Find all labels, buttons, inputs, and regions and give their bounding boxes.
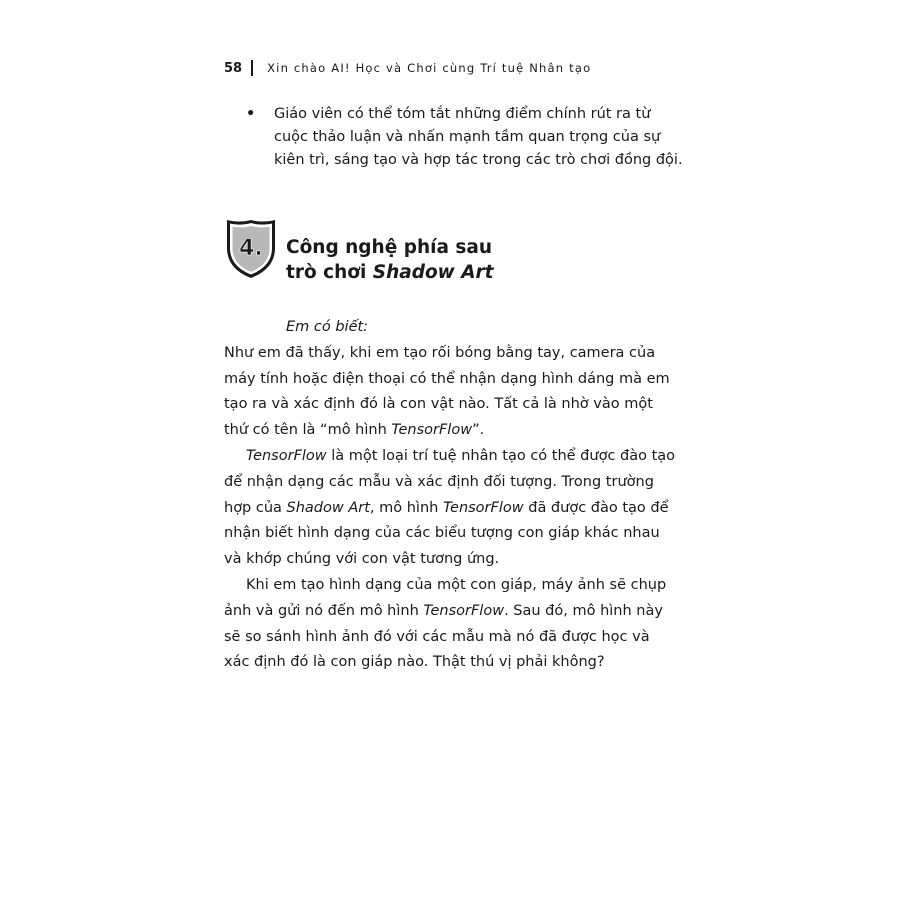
paragraph-2: TensorFlow là một loại trí tuệ nhân tạo có thể được đào tạo để nhận dạng các mẫu và xác định đối tượng. Trong trường hợp của Shadow Art, mô hình TensorFlow đã được đào tạo để nhận biết hình dạng của các biểu tượng con giáp khác nhau và khớp chúng với con vật tương ứng. bbox=[224, 447, 676, 568]
shield-badge-icon bbox=[224, 218, 278, 280]
bullet-icon: • bbox=[246, 106, 256, 122]
paragraph-1: Như em đã thấy, khi em tạo rối bóng bằng tay, camera của máy tính hoặc điện thoại có thể nhận dạng hình dáng mà em tạo ra và xác định đó là con vật nào. Tất cả là nhờ vào một thứ có tên là “mô hình TensorFlow”. bbox=[224, 344, 670, 439]
did-you-know-label: Em có biết: bbox=[286, 319, 369, 335]
section-number: 4. bbox=[239, 236, 263, 261]
bullet-item bbox=[246, 103, 686, 172]
section-heading bbox=[224, 218, 494, 285]
running-header bbox=[224, 58, 591, 78]
section-title-line1: Công nghệ phía sau bbox=[286, 237, 493, 258]
page-number: 58 bbox=[224, 60, 243, 76]
header-divider bbox=[251, 60, 253, 76]
running-title: Xin chào AI! Học và Chơi cùng Trí tuệ Nhân tạo bbox=[267, 61, 592, 75]
section-title-line2: trò chơi Shadow Art bbox=[286, 262, 494, 283]
paragraph-3: Khi em tạo hình dạng của một con giáp, máy ảnh sẽ chụp ảnh và gửi nó đến mô hình TensorFlow. Sau đó, mô hình này sẽ so sánh hình ảnh đó với các mẫu mà nó đã được học và xác định đó là con giáp nào. Thật thú vị phải không? bbox=[224, 576, 667, 671]
bullet-text: Giáo viên có thể tóm tắt những điểm chính rút ra từ cuộc thảo luận và nhấn mạnh tầm quan trọng của sự kiên trì, sáng tạo và hợp tác trong các trò chơi đồng đội. bbox=[274, 106, 683, 168]
body-text bbox=[224, 315, 679, 676]
section-title bbox=[286, 235, 494, 285]
